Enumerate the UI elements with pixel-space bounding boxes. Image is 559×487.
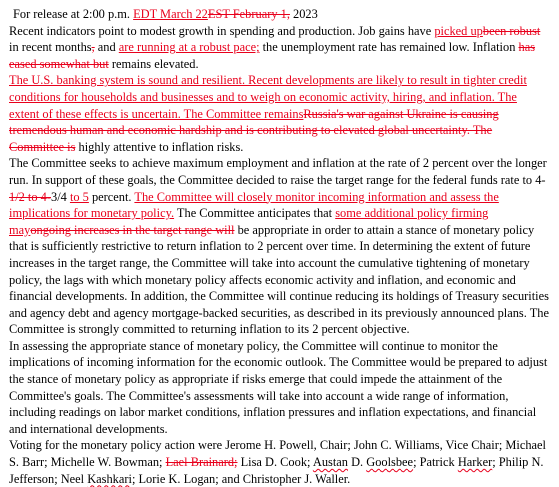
spellcheck-word: Goolsbee	[366, 455, 414, 470]
insertion: picked up	[434, 23, 483, 38]
deleted-date: EST February 1,	[207, 7, 290, 21]
inserted-date: EDT March 22	[133, 7, 208, 21]
insertion: to 5	[69, 189, 89, 204]
text-run: Voting for the monetary policy action were Jerome H. Powell, Chair; John C. Williams, Vice Chair; Michael S. Barr; Michelle W. Bowman;	[9, 438, 546, 470]
paragraph-policy-decision	[9, 155, 549, 338]
insertion: are running at a robust pace;	[118, 40, 260, 55]
text-run: in recent months	[9, 40, 92, 55]
text-run: The Committee anticipates that	[174, 206, 336, 221]
deletion: Lael Brainard;	[165, 455, 238, 470]
text-run: In assessing the appropriate stance of monetary policy, the Committee will continue to monitor the implications of incoming information for the economic outlook. The Committee would be prepared to adjust the stance of monetary policy as appropriate if risks emerge that could impede the attainment of the Committee's goals. The Committee's assessments will take into account a wide range of information, including readings on labor market conditions, inflation pressures and inflation expectations, and financial and international developments.	[9, 338, 548, 436]
text-run: be appropriate in order to attain a stance of monetary policy that is sufficiently restrictive to return inflation to 2 percent over time. In determining the extent of future increases in the target range, the Committee will take into account the cumulative tightening of monetary policy, the lags with which monetary policy affects economic activity and inflation, and economic and financial developments. In addition, the Committee will continue reducing its holdings of Treasury securities and agency debt and agency mortgage-backed securities, as described in its previously announced plans. The Committee is strongly committed to returning inflation to its 2 percent objective.	[9, 222, 549, 337]
text-run: The Committee seeks to achieve maximum employment and inflation at the rate of 2 percent over the longer run. In support of these goals, the Committee decided to raise the target range for the federal funds rate to 4-	[9, 156, 547, 187]
deletion: has eased somewhat but	[9, 40, 536, 71]
spellcheck-word: Austan	[312, 455, 348, 470]
text-run: highly attentive to inflation risks.	[75, 139, 244, 154]
spellcheck-word: Harker	[457, 455, 493, 470]
spellcheck-word: Kashkari	[87, 471, 132, 486]
text-run: remains elevated.	[108, 56, 199, 71]
text-run: 3/4	[51, 189, 70, 204]
paragraph-assessment	[9, 338, 549, 438]
text-run: and	[94, 40, 119, 55]
text-run: the unemployment rate has remained low. Inflation	[259, 40, 519, 55]
text-run: ; Lorie K. Logan; and Christopher J. Waller.	[131, 471, 351, 486]
release-year: 2023	[289, 7, 318, 21]
text-run: Lisa D. Cook;	[237, 455, 313, 470]
insertion: The U.S. banking system is sound and resilient. Recent developments are likely to result in tighter credit conditions for households and businesses and to weigh on economic activity, hiring, and inflation. The extent of these effects is uncertain. The Committee remains	[9, 73, 527, 121]
text-run: Recent indicators point to modest growth in spending and production. Job gains have	[9, 23, 435, 38]
release-text: For release at 2:00 p.m.	[13, 7, 134, 21]
deletion: ongoing increases in the target range will	[30, 222, 235, 237]
insertion: some additional policy firming may	[9, 206, 489, 237]
deletion: 1/2 to 4-	[9, 189, 51, 204]
text-run: ; Philip N. Jefferson; Neel	[9, 455, 544, 486]
deletion: Russia's war against Ukraine is causing tremendous human and economic hardship and is contributing to elevated global uncertainty. The Committee is	[9, 106, 499, 154]
insertion: The Committee will closely monitor incoming information and assess the implications for monetary policy.	[9, 189, 499, 221]
paragraph-economic-indicators	[9, 23, 549, 73]
text-run: percent.	[88, 189, 135, 204]
text-run: D.	[348, 455, 367, 470]
paragraph-banking-system	[9, 72, 549, 155]
release-time-line	[9, 6, 553, 23]
text-run: ; Patrick	[413, 455, 458, 470]
deletion: ,	[91, 40, 95, 55]
deletion: been robust	[482, 23, 541, 38]
